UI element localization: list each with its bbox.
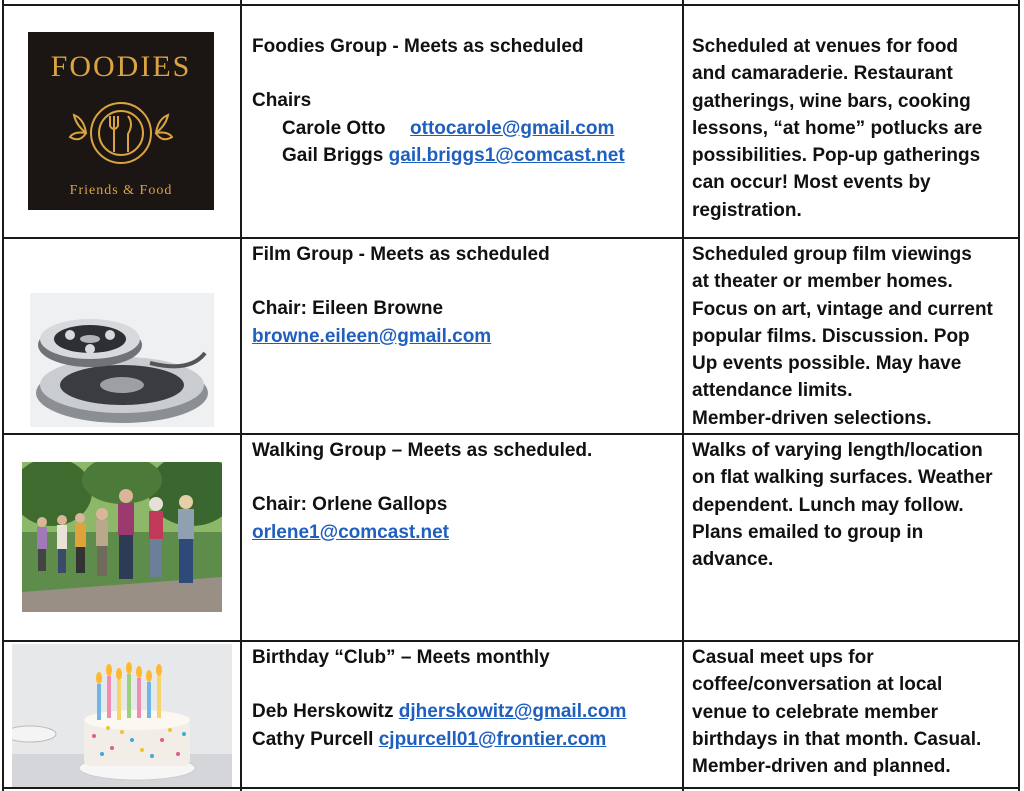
logo-tagline: Friends & Food	[69, 183, 173, 198]
group-title: Birthday “Club” – Meets monthly	[252, 647, 550, 668]
walking-description	[692, 437, 993, 573]
description-line: coffee/conversation at local	[692, 674, 943, 696]
film-description	[692, 241, 993, 432]
description-line: advance.	[692, 549, 774, 571]
description-line: Walks of varying length/location	[692, 440, 983, 461]
description-line: on flat walking surfaces. Weather	[692, 467, 993, 489]
chair-email-link[interactable]: gail.briggs1@comcast.net	[388, 144, 625, 166]
chair-name: Carole Otto	[282, 117, 386, 139]
chair-email-link[interactable]: cjpurcell01@frontier.com	[378, 728, 607, 750]
chair-line: Chair: Eileen Browne	[252, 298, 444, 320]
chairs-label: Chairs	[252, 90, 312, 112]
description-line: Up events possible. May have	[692, 353, 962, 375]
chair-name: Gail Briggs	[282, 144, 384, 166]
row-divider-2	[2, 433, 1020, 435]
film-info	[252, 241, 550, 350]
foodies-info	[252, 33, 625, 169]
logo-title: FOODIES	[50, 50, 192, 83]
group-title: Foodies Group - Meets as scheduled	[252, 36, 584, 57]
chair-name: Cathy Purcell	[252, 728, 374, 750]
description-line: birthdays in that month. Casual.	[692, 728, 982, 750]
chair-email-link[interactable]: ottocarole@gmail.com	[410, 117, 615, 139]
description-line: can occur! Most events by	[692, 172, 931, 194]
row-divider-3	[2, 640, 1020, 642]
chair-email-link[interactable]: djherskowitz@gmail.com	[398, 701, 627, 723]
description-line: Plans emailed to group in	[692, 521, 924, 543]
film-reel-icon	[30, 293, 214, 427]
table-divider-1	[240, 0, 242, 791]
table-border-right	[1018, 0, 1020, 791]
birthday-info	[252, 644, 626, 753]
walkers-photo-icon	[22, 462, 222, 612]
description-line: Focus on art, vintage and current	[692, 298, 993, 320]
foodies-description	[692, 33, 982, 224]
description-line: gatherings, wine bars, cooking	[692, 90, 971, 112]
table-border-left	[2, 0, 4, 791]
row-divider-bottom	[2, 787, 1020, 789]
description-line: attendance limits.	[692, 380, 853, 402]
description-line: venue to celebrate member	[692, 701, 939, 723]
foodies-logo	[28, 32, 214, 210]
description-line: and camaraderie. Restaurant	[692, 63, 953, 85]
group-title: Walking Group – Meets as scheduled.	[252, 440, 593, 461]
description-line: Scheduled at venues for food	[692, 36, 959, 57]
description-line: registration.	[692, 199, 802, 221]
chair-name: Deb Herskowitz	[252, 701, 394, 723]
row-divider-top	[2, 4, 1020, 6]
description-line: lessons, “at home” potlucks are	[692, 117, 983, 139]
description-line: Casual meet ups for	[692, 647, 874, 668]
birthday-description	[692, 644, 981, 780]
row-divider-1	[2, 237, 1020, 239]
description-line: Member-driven and planned.	[692, 756, 951, 778]
description-line: dependent. Lunch may follow.	[692, 494, 964, 516]
description-line: popular films. Discussion. Pop	[692, 325, 970, 347]
walking-info	[252, 437, 592, 546]
description-line: possibilities. Pop-up gatherings	[692, 145, 981, 167]
table-divider-2	[682, 0, 684, 791]
description-line: Member-driven selections.	[692, 407, 932, 429]
chair-email-link[interactable]: browne.eileen@gmail.com	[252, 325, 492, 347]
chair-email-link[interactable]: orlene1@comcast.net	[252, 521, 449, 543]
birthday-cake-icon	[12, 644, 232, 787]
description-line: at theater or member homes.	[692, 271, 953, 293]
chair-line: Chair: Orlene Gallops	[252, 494, 448, 516]
group-title: Film Group - Meets as scheduled	[252, 244, 550, 265]
description-line: Scheduled group film viewings	[692, 244, 972, 265]
